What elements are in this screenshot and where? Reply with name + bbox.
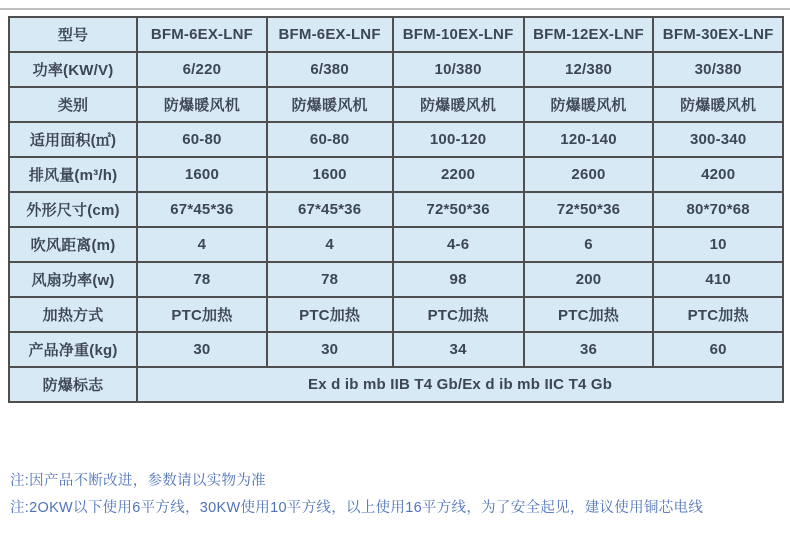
table-row-dimensions [9,192,783,227]
spec-cell: 4 [267,227,393,262]
row-label: 适用面积(㎡) [9,122,137,157]
spec-cell: 72*50*36 [393,192,524,227]
row-label: 产品净重(kg) [9,332,137,367]
spec-cell: 410 [653,262,783,297]
spec-cell: 120-140 [524,122,654,157]
top-divider [0,8,790,10]
spec-cell: 78 [137,262,267,297]
spec-cell: 36 [524,332,654,367]
spec-cell: 10/380 [393,52,524,87]
spec-cell: 防爆暖风机 [393,87,524,122]
spec-cell: BFM-6EX-LNF [267,17,393,52]
row-label: 风扇功率(w) [9,262,137,297]
spec-cell: 300-340 [653,122,783,157]
spec-cell: 30 [267,332,393,367]
spec-cell: PTC加热 [524,297,654,332]
row-label: 排风量(m³/h) [9,157,137,192]
spec-cell: 防爆暖风机 [653,87,783,122]
table-row-category [9,87,783,122]
spec-cell: 78 [267,262,393,297]
table-row-fan-power [9,262,783,297]
footnote-line: 注:2OKW以下使用6平方线，30KW使用10平方线，以上使用16平方线，为了安全起见，建议使用铜芯电线 [10,500,704,516]
spec-cell: BFM-12EX-LNF [524,17,654,52]
spec-cell: 80*70*68 [653,192,783,227]
table-row-area [9,122,783,157]
table-row-net-weight [9,332,783,367]
spec-cell: 2200 [393,157,524,192]
spec-cell: 4-6 [393,227,524,262]
spec-cell: 2600 [524,157,654,192]
spec-cell: 4 [137,227,267,262]
spec-cell: 60-80 [267,122,393,157]
table-row-heating-method [9,297,783,332]
table-row-blow-distance [9,227,783,262]
spec-cell: 72*50*36 [524,192,654,227]
row-label: 加热方式 [9,297,137,332]
spec-cell: BFM-6EX-LNF [137,17,267,52]
spec-cell: 6/220 [137,52,267,87]
row-label: 吹风距离(m) [9,227,137,262]
spec-cell: 60 [653,332,783,367]
table-row-airflow [9,157,783,192]
spec-cell: 100-120 [393,122,524,157]
spec-cell: 30 [137,332,267,367]
spec-cell: PTC加热 [653,297,783,332]
row-label: 外形尺寸(cm) [9,192,137,227]
spec-cell: 10 [653,227,783,262]
spec-cell: PTC加热 [267,297,393,332]
ex-marking-cell: Ex d ib mb IIB T4 Gb/Ex d ib mb IIC T4 Gb [137,367,783,402]
spec-cell: 6 [524,227,654,262]
spec-cell: BFM-10EX-LNF [393,17,524,52]
spec-cell: 67*45*36 [267,192,393,227]
spec-cell: 4200 [653,157,783,192]
spec-cell: 200 [524,262,654,297]
spec-cell: 防爆暖风机 [137,87,267,122]
table-row-power [9,52,783,87]
spec-cell: BFM-30EX-LNF [653,17,783,52]
spec-cell: PTC加热 [137,297,267,332]
row-label: 型号 [9,17,137,52]
product-spec-table [8,16,784,403]
spec-cell: 12/380 [524,52,654,87]
spec-cell: 防爆暖风机 [524,87,654,122]
spec-cell: PTC加热 [393,297,524,332]
table-row-model [9,17,783,52]
table-row-ex-marking [9,367,783,402]
spec-cell: 60-80 [137,122,267,157]
spec-cell: 30/380 [653,52,783,87]
row-label: 防爆标志 [9,367,137,402]
spec-cell: 98 [393,262,524,297]
spec-cell: 6/380 [267,52,393,87]
spec-cell: 34 [393,332,524,367]
spec-cell: 1600 [137,157,267,192]
spec-cell: 67*45*36 [137,192,267,227]
footnotes [10,468,786,522]
row-label: 类别 [9,87,137,122]
row-label: 功率(KW/V) [9,52,137,87]
spec-cell: 1600 [267,157,393,192]
footnote-line: 注:因产品不断改进，参数请以实物为准 [10,473,266,489]
spec-cell: 防爆暖风机 [267,87,393,122]
